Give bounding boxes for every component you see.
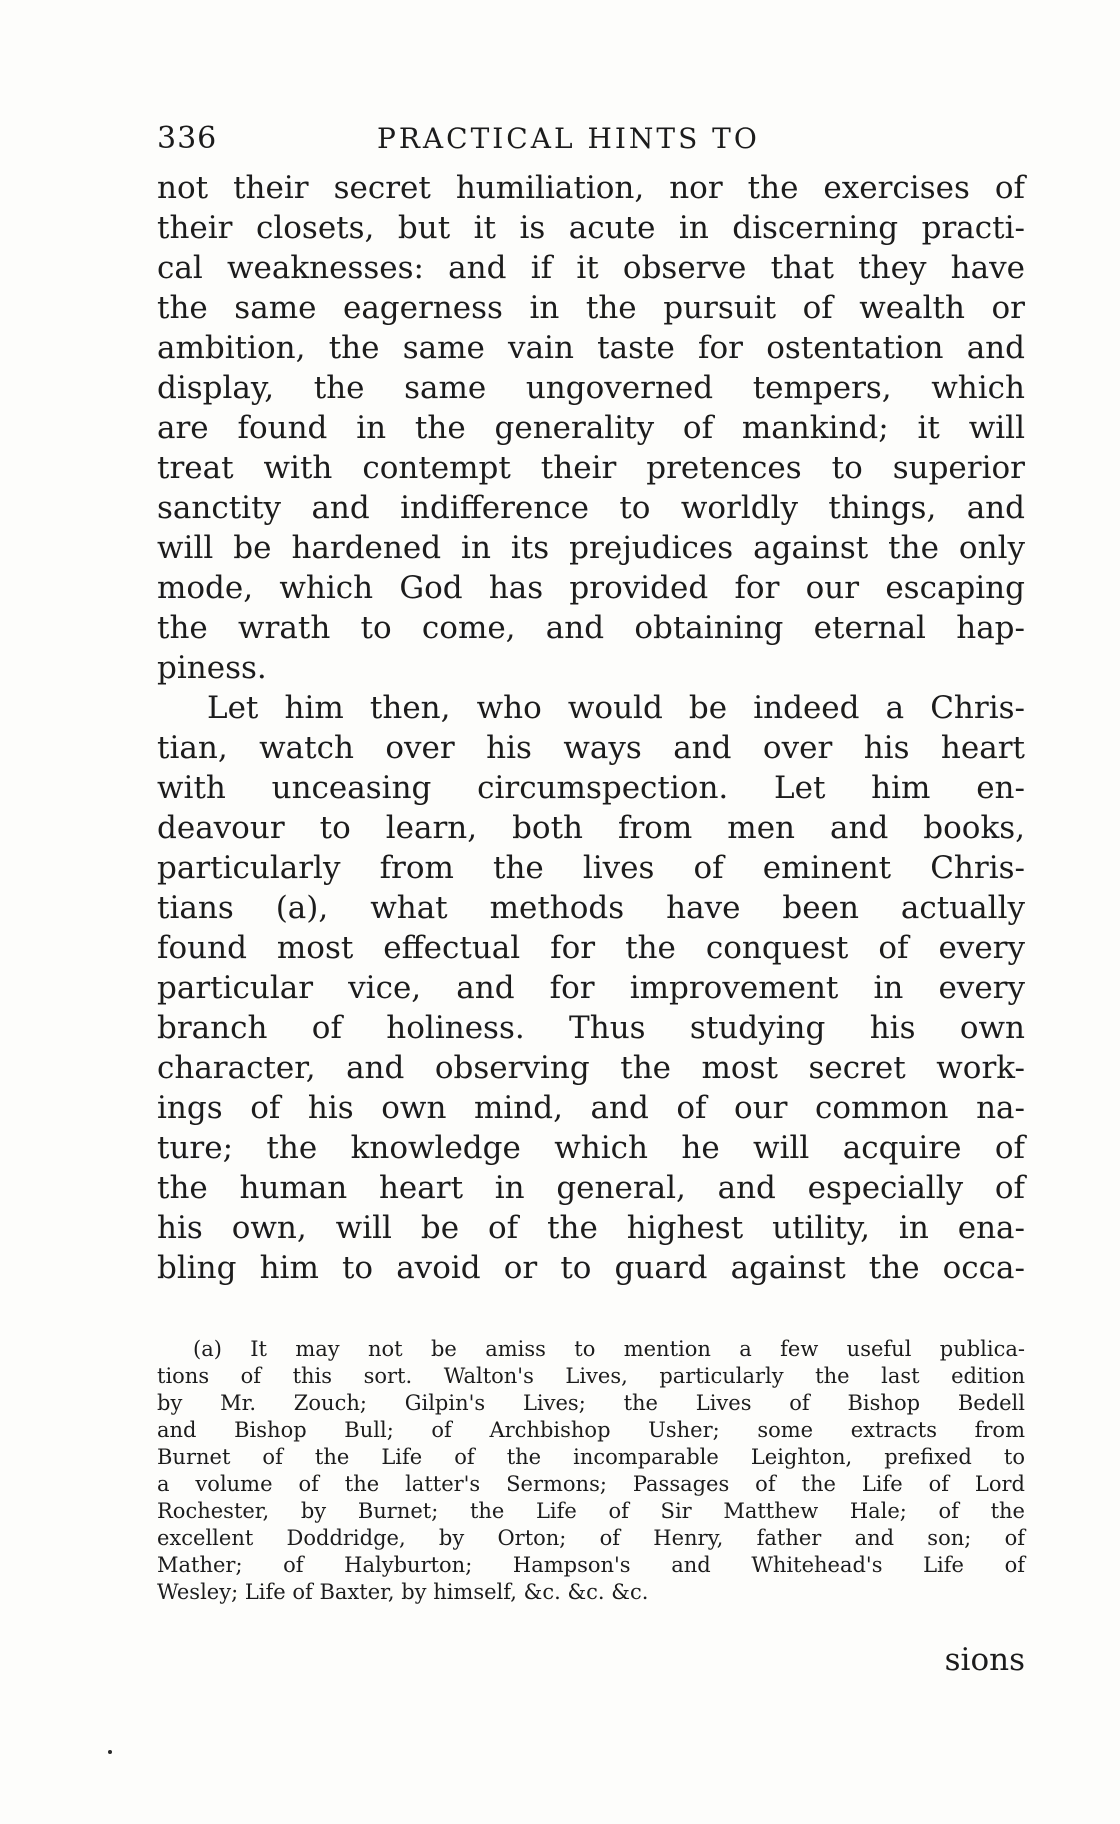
ink-speck	[108, 1750, 112, 1754]
text-line: cal weaknesses: and if it observe that they have	[157, 250, 1025, 286]
text-line: branch of holiness. Thus studying his own	[157, 1010, 1025, 1046]
footnote-line: by Mr. Zouch; Gilpin's Lives; the Lives of Bishop Bedell	[157, 1391, 1025, 1415]
text-line: piness.	[157, 650, 267, 686]
page-header	[157, 118, 1025, 160]
text-line: deavour to learn, both from men and books,	[157, 810, 1025, 846]
running-head: PRACTICAL HINTS TO	[377, 122, 760, 155]
text-line: their closets, but it is acute in discerning practi-	[157, 210, 1025, 246]
footnote	[157, 1336, 1025, 1606]
text-line: the human heart in general, and especially of	[157, 1170, 1025, 1206]
text-line: tians (a), what methods have been actually	[157, 890, 1025, 926]
text-line: his own, will be of the highest utility, in ena-	[157, 1210, 1025, 1246]
footnote-line: Rochester, by Burnet; the Life of Sir Matthew Hale; of the	[157, 1499, 1025, 1523]
text-line: are found in the generality of mankind; it will	[157, 410, 1025, 446]
text-line: particularly from the lives of eminent Chris-	[157, 850, 1025, 886]
text-line: not their secret humiliation, nor the exercises of	[157, 170, 1025, 206]
text-line: ambition, the same vain taste for ostentation and	[157, 330, 1025, 366]
footnote-line: excellent Doddridge, by Orton; of Henry, father and son; of	[157, 1526, 1025, 1550]
footnote-line: Mather; of Halyburton; Hampson's and Whitehead's Life of	[157, 1553, 1025, 1577]
footnote-line: (a) It may not be amiss to mention a few useful publica-	[193, 1337, 1025, 1361]
catchword: sions	[944, 1642, 1025, 1678]
footnote-line: and Bishop Bull; of Archbishop Usher; some extracts from	[157, 1418, 1025, 1442]
footnote-line: Burnet of the Life of the incomparable Leighton, prefixed to	[157, 1445, 1025, 1469]
text-line: tian, watch over his ways and over his heart	[157, 730, 1025, 766]
text-line: ture; the knowledge which he will acquire of	[157, 1130, 1025, 1166]
text-line: will be hardened in its prejudices against the only	[157, 530, 1025, 566]
text-line: character, and observing the most secret work-	[157, 1050, 1025, 1086]
text-line: particular vice, and for improvement in every	[157, 970, 1025, 1006]
main-text	[157, 168, 1025, 1288]
footnote-line: tions of this sort. Walton's Lives, particularly the last edition	[157, 1364, 1025, 1388]
paragraph-start-line: Let him then, who would be indeed a Chris-	[207, 690, 1025, 726]
text-line: the same eagerness in the pursuit of wealth or	[157, 290, 1025, 326]
text-line: ings of his own mind, and of our common na-	[157, 1090, 1025, 1126]
text-line: display, the same ungoverned tempers, which	[157, 370, 1025, 406]
text-line: mode, which God has provided for our escaping	[157, 570, 1025, 606]
text-line: with unceasing circumspection. Let him en-	[157, 770, 1025, 806]
footnote-line: a volume of the latter's Sermons; Passages of the Life of Lord	[157, 1472, 1025, 1496]
text-line: treat with contempt their pretences to superior	[157, 450, 1025, 486]
footnote-line: Wesley; Life of Baxter, by himself, &c. &c. &c.	[157, 1580, 649, 1604]
page-number: 336	[157, 121, 218, 156]
text-line: the wrath to come, and obtaining eternal hap-	[157, 610, 1025, 646]
text-line: sanctity and indifference to worldly things, and	[157, 490, 1025, 526]
text-line: found most effectual for the conquest of every	[157, 930, 1025, 966]
text-line: bling him to avoid or to guard against the occa-	[157, 1250, 1025, 1286]
